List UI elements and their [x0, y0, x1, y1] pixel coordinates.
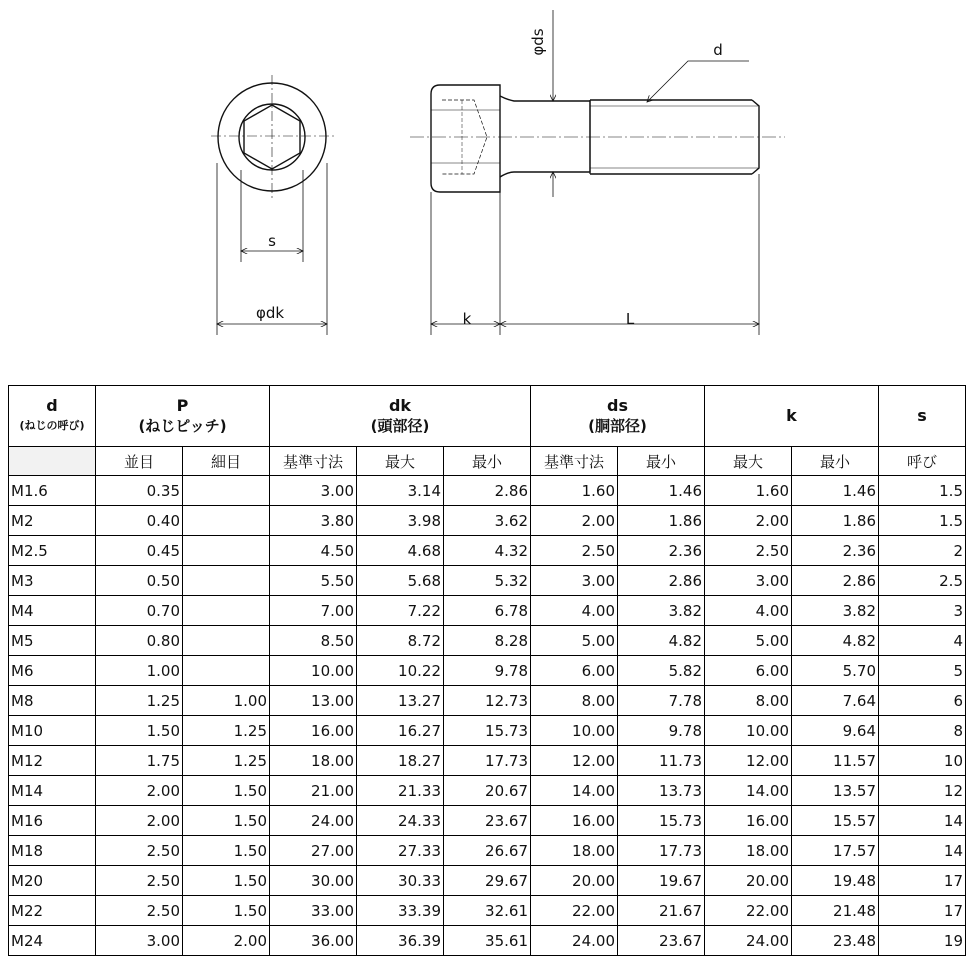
value-cell: 32.61	[444, 896, 531, 926]
header-dk: dk (頭部径)	[270, 386, 531, 447]
size-cell: M12	[9, 746, 96, 776]
size-cell: M10	[9, 716, 96, 746]
value-cell: 2.5	[879, 566, 966, 596]
value-cell: 7.64	[792, 686, 879, 716]
value-cell: 2	[879, 536, 966, 566]
value-cell: 4.00	[705, 596, 792, 626]
value-cell	[183, 536, 270, 566]
value-cell: 17.73	[618, 836, 705, 866]
value-cell: 8.72	[357, 626, 444, 656]
bolt-side-view	[410, 10, 785, 335]
value-cell: 33.00	[270, 896, 357, 926]
value-cell: 1.25	[183, 746, 270, 776]
value-cell: 4.50	[270, 536, 357, 566]
value-cell: 2.00	[705, 506, 792, 536]
value-cell: 33.39	[357, 896, 444, 926]
value-cell: 6.78	[444, 596, 531, 626]
table-row	[9, 926, 966, 956]
value-cell: 19.48	[792, 866, 879, 896]
value-cell: 4.82	[792, 626, 879, 656]
value-cell: 3	[879, 596, 966, 626]
size-cell: M18	[9, 836, 96, 866]
value-cell: 13.57	[792, 776, 879, 806]
header-pitch: P (ねじピッチ)	[96, 386, 270, 447]
value-cell: 1.5	[879, 476, 966, 506]
value-cell: 0.70	[96, 596, 183, 626]
value-cell: 2.50	[96, 836, 183, 866]
value-cell: 1.50	[183, 896, 270, 926]
value-cell: 24.33	[357, 806, 444, 836]
value-cell: 4	[879, 626, 966, 656]
value-cell: 15.57	[792, 806, 879, 836]
value-cell: 1.00	[183, 686, 270, 716]
subheader-cell: 最大	[705, 447, 792, 476]
value-cell: 2.50	[96, 896, 183, 926]
value-cell: 17.73	[444, 746, 531, 776]
value-cell: 36.39	[357, 926, 444, 956]
value-cell: 21.00	[270, 776, 357, 806]
value-cell: 36.00	[270, 926, 357, 956]
value-cell: 21.33	[357, 776, 444, 806]
table-row	[9, 626, 966, 656]
value-cell: 3.00	[531, 566, 618, 596]
value-cell: 1.60	[705, 476, 792, 506]
label-k: k	[462, 310, 472, 328]
value-cell: 19	[879, 926, 966, 956]
table-row	[9, 836, 966, 866]
size-cell: M2	[9, 506, 96, 536]
value-cell: 12.00	[705, 746, 792, 776]
value-cell: 20.00	[531, 866, 618, 896]
value-cell: 14.00	[531, 776, 618, 806]
size-cell: M22	[9, 896, 96, 926]
value-cell: 9.78	[444, 656, 531, 686]
table-row	[9, 596, 966, 626]
value-cell: 1.00	[96, 656, 183, 686]
value-cell: 15.73	[618, 806, 705, 836]
value-cell: 6.00	[531, 656, 618, 686]
table-row	[9, 866, 966, 896]
value-cell: 2.00	[183, 926, 270, 956]
value-cell: 4.00	[531, 596, 618, 626]
value-cell: 5.70	[792, 656, 879, 686]
value-cell: 1.50	[183, 836, 270, 866]
label-phi-dk: φdk	[255, 304, 285, 322]
value-cell: 2.36	[618, 536, 705, 566]
size-cell: M1.6	[9, 476, 96, 506]
value-cell: 16.27	[357, 716, 444, 746]
value-cell: 1.5	[879, 506, 966, 536]
value-cell: 4.68	[357, 536, 444, 566]
value-cell: 4.32	[444, 536, 531, 566]
size-cell: M3	[9, 566, 96, 596]
size-cell: M5	[9, 626, 96, 656]
subheader-blank-cell	[9, 447, 96, 476]
value-cell: 1.25	[96, 686, 183, 716]
value-cell: 7.78	[618, 686, 705, 716]
value-cell: 10.00	[705, 716, 792, 746]
value-cell: 11.57	[792, 746, 879, 776]
value-cell: 10.00	[270, 656, 357, 686]
value-cell: 3.00	[270, 476, 357, 506]
value-cell: 8.28	[444, 626, 531, 656]
subheader-cell: 基準寸法	[270, 447, 357, 476]
subheader-cell: 最小	[444, 447, 531, 476]
value-cell: 3.82	[792, 596, 879, 626]
value-cell: 1.46	[792, 476, 879, 506]
value-cell	[183, 566, 270, 596]
value-cell: 6.00	[705, 656, 792, 686]
value-cell: 0.45	[96, 536, 183, 566]
value-cell: 10.22	[357, 656, 444, 686]
value-cell: 3.82	[618, 596, 705, 626]
value-cell	[183, 626, 270, 656]
label-phi-ds: φds	[529, 28, 547, 56]
value-cell: 5.68	[357, 566, 444, 596]
value-cell: 2.50	[96, 866, 183, 896]
table-row	[9, 656, 966, 686]
value-cell: 27.00	[270, 836, 357, 866]
value-cell: 0.50	[96, 566, 183, 596]
value-cell: 23.67	[618, 926, 705, 956]
header-d: d (ねじの呼び)	[9, 386, 96, 447]
subheader-cell: 細目	[183, 447, 270, 476]
value-cell: 19.67	[618, 866, 705, 896]
value-cell: 5.00	[705, 626, 792, 656]
value-cell: 14	[879, 836, 966, 866]
value-cell: 3.62	[444, 506, 531, 536]
value-cell: 0.40	[96, 506, 183, 536]
value-cell	[183, 506, 270, 536]
table-row	[9, 506, 966, 536]
value-cell: 30.00	[270, 866, 357, 896]
subheader-cell: 最小	[792, 447, 879, 476]
value-cell: 17	[879, 866, 966, 896]
value-cell: 23.48	[792, 926, 879, 956]
value-cell: 18.00	[270, 746, 357, 776]
value-cell: 21.67	[618, 896, 705, 926]
size-cell: M6	[9, 656, 96, 686]
value-cell: 5.00	[531, 626, 618, 656]
value-cell: 1.86	[792, 506, 879, 536]
value-cell: 20.00	[705, 866, 792, 896]
value-cell: 8.00	[531, 686, 618, 716]
size-cell: M14	[9, 776, 96, 806]
value-cell: 2.50	[705, 536, 792, 566]
size-cell: M8	[9, 686, 96, 716]
value-cell: 2.86	[444, 476, 531, 506]
value-cell: 2.00	[531, 506, 618, 536]
value-cell: 1.86	[618, 506, 705, 536]
value-cell: 2.00	[96, 776, 183, 806]
table-row	[9, 686, 966, 716]
value-cell: 8.50	[270, 626, 357, 656]
value-cell: 4.82	[618, 626, 705, 656]
dimensions-table	[8, 385, 966, 956]
value-cell: 5.82	[618, 656, 705, 686]
value-cell: 1.25	[183, 716, 270, 746]
size-cell: M20	[9, 866, 96, 896]
table-row	[9, 716, 966, 746]
value-cell: 30.33	[357, 866, 444, 896]
value-cell: 15.73	[444, 716, 531, 746]
value-cell: 9.78	[618, 716, 705, 746]
value-cell: 3.00	[705, 566, 792, 596]
value-cell: 2.86	[618, 566, 705, 596]
value-cell: 1.50	[183, 866, 270, 896]
value-cell: 7.22	[357, 596, 444, 626]
value-cell: 22.00	[531, 896, 618, 926]
value-cell: 22.00	[705, 896, 792, 926]
value-cell: 5.50	[270, 566, 357, 596]
value-cell: 0.80	[96, 626, 183, 656]
value-cell: 12.00	[531, 746, 618, 776]
value-cell: 18.00	[531, 836, 618, 866]
value-cell	[183, 476, 270, 506]
value-cell: 12	[879, 776, 966, 806]
value-cell: 7.00	[270, 596, 357, 626]
value-cell: 3.80	[270, 506, 357, 536]
table-header-row	[9, 386, 966, 447]
value-cell: 16.00	[270, 716, 357, 746]
bolt-technical-drawing	[0, 0, 967, 345]
value-cell: 0.35	[96, 476, 183, 506]
value-cell: 2.00	[96, 806, 183, 836]
value-cell: 20.67	[444, 776, 531, 806]
table-row	[9, 536, 966, 566]
value-cell: 5.32	[444, 566, 531, 596]
value-cell: 24.00	[270, 806, 357, 836]
value-cell: 1.60	[531, 476, 618, 506]
subheader-cell: 呼び	[879, 447, 966, 476]
table-row	[9, 806, 966, 836]
value-cell: 24.00	[705, 926, 792, 956]
value-cell: 2.50	[531, 536, 618, 566]
value-cell: 2.86	[792, 566, 879, 596]
value-cell: 14	[879, 806, 966, 836]
value-cell: 18.00	[705, 836, 792, 866]
size-cell: M24	[9, 926, 96, 956]
value-cell	[183, 596, 270, 626]
subheader-cell: 最小	[618, 447, 705, 476]
value-cell: 24.00	[531, 926, 618, 956]
value-cell	[183, 656, 270, 686]
value-cell: 35.61	[444, 926, 531, 956]
value-cell: 26.67	[444, 836, 531, 866]
value-cell: 1.75	[96, 746, 183, 776]
value-cell: 1.50	[96, 716, 183, 746]
value-cell: 11.73	[618, 746, 705, 776]
value-cell: 16.00	[531, 806, 618, 836]
value-cell: 8.00	[705, 686, 792, 716]
table-row	[9, 476, 966, 506]
header-s: s	[879, 386, 966, 447]
header-ds: ds (胴部径)	[531, 386, 705, 447]
value-cell: 3.98	[357, 506, 444, 536]
value-cell: 14.00	[705, 776, 792, 806]
header-k: k	[705, 386, 879, 447]
table-row	[9, 566, 966, 596]
value-cell: 2.36	[792, 536, 879, 566]
value-cell: 12.73	[444, 686, 531, 716]
table-subheader-row	[9, 447, 966, 476]
value-cell: 17.57	[792, 836, 879, 866]
value-cell: 13.00	[270, 686, 357, 716]
value-cell: 27.33	[357, 836, 444, 866]
value-cell: 1.46	[618, 476, 705, 506]
value-cell: 6	[879, 686, 966, 716]
subheader-cell: 最大	[357, 447, 444, 476]
value-cell: 18.27	[357, 746, 444, 776]
size-cell: M2.5	[9, 536, 96, 566]
value-cell: 3.00	[96, 926, 183, 956]
value-cell: 5	[879, 656, 966, 686]
subheader-cell: 並目	[96, 447, 183, 476]
label-s: s	[268, 232, 276, 250]
value-cell: 10	[879, 746, 966, 776]
value-cell: 1.50	[183, 806, 270, 836]
value-cell: 9.64	[792, 716, 879, 746]
size-cell: M16	[9, 806, 96, 836]
value-cell: 1.50	[183, 776, 270, 806]
head-end-view	[211, 75, 336, 335]
table-row	[9, 776, 966, 806]
value-cell: 21.48	[792, 896, 879, 926]
value-cell: 23.67	[444, 806, 531, 836]
value-cell: 13.73	[618, 776, 705, 806]
table-row	[9, 746, 966, 776]
value-cell: 13.27	[357, 686, 444, 716]
value-cell: 3.14	[357, 476, 444, 506]
table-row	[9, 896, 966, 926]
label-L: L	[625, 310, 635, 328]
value-cell: 17	[879, 896, 966, 926]
value-cell: 8	[879, 716, 966, 746]
value-cell: 29.67	[444, 866, 531, 896]
size-cell: M4	[9, 596, 96, 626]
label-d: d	[713, 41, 723, 59]
subheader-cell: 基準寸法	[531, 447, 618, 476]
value-cell: 16.00	[705, 806, 792, 836]
value-cell: 10.00	[531, 716, 618, 746]
